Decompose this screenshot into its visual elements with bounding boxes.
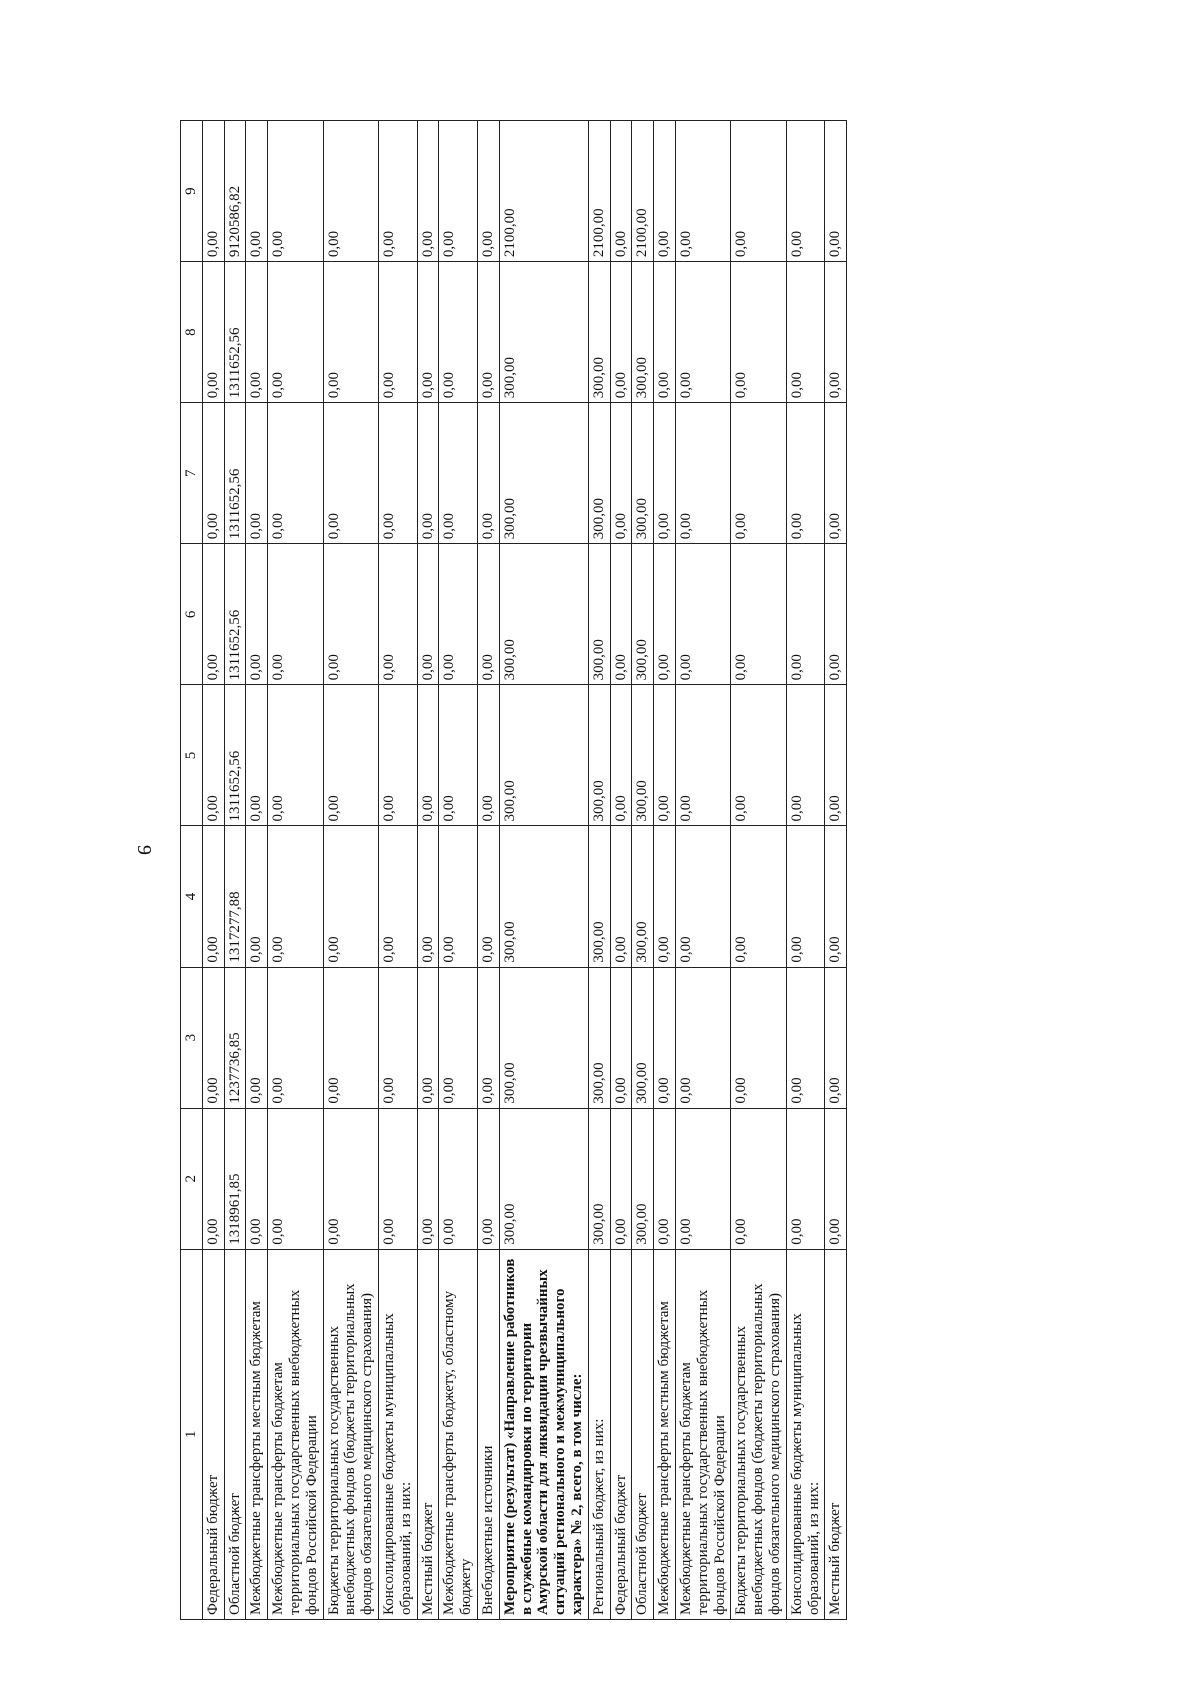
- row-label: Региональный бюджет, из них:: [588, 1249, 610, 1619]
- table-row: [224, 121, 246, 1620]
- value-cell: 0,00: [731, 121, 786, 262]
- value-cell: 0,00: [477, 1108, 499, 1249]
- value-cell: 0,00: [268, 544, 323, 685]
- value-cell: 1311652,56: [224, 262, 246, 403]
- value-cell: 300,00: [588, 685, 610, 826]
- column-header: 4: [181, 826, 203, 967]
- value-cell: 0,00: [202, 262, 224, 403]
- column-header: 5: [181, 685, 203, 826]
- value-cell: 0,00: [417, 403, 439, 544]
- value-cell: 300,00: [632, 685, 654, 826]
- budget-table: [180, 120, 847, 1620]
- value-cell: 0,00: [323, 826, 378, 967]
- table-row: [202, 121, 224, 1620]
- value-cell: 0,00: [731, 262, 786, 403]
- column-header: 6: [181, 544, 203, 685]
- row-label: Консолидированные бюджеты муниципальных образований, из них:: [786, 1249, 825, 1619]
- value-cell: 0,00: [202, 403, 224, 544]
- value-cell: 300,00: [632, 403, 654, 544]
- value-cell: 1311652,56: [224, 403, 246, 544]
- value-cell: 0,00: [439, 685, 478, 826]
- value-cell: 2100,00: [632, 121, 654, 262]
- value-cell: 0,00: [378, 121, 417, 262]
- value-cell: 0,00: [202, 544, 224, 685]
- value-cell: 0,00: [786, 685, 825, 826]
- value-cell: 0,00: [610, 1108, 632, 1249]
- row-label: Межбюджетные трансферты бюджетам территориальных государственных внебюджетных фондов Российской Федерации: [268, 1249, 323, 1619]
- row-label: Бюджеты территориальных государственных внебюджетных фондов (бюджеты территориальных фондов обязательного медицинского страхования): [731, 1249, 786, 1619]
- value-cell: 0,00: [268, 1108, 323, 1249]
- row-label: Межбюджетные трансферты бюджетам территориальных государственных внебюджетных фондов Российской Федерации: [675, 1249, 730, 1619]
- value-cell: 0,00: [731, 967, 786, 1108]
- value-cell: 0,00: [378, 403, 417, 544]
- value-cell: 0,00: [477, 121, 499, 262]
- value-cell: 0,00: [246, 403, 268, 544]
- value-cell: 1318961,85: [224, 1108, 246, 1249]
- value-cell: 0,00: [731, 1108, 786, 1249]
- value-cell: 0,00: [825, 685, 847, 826]
- table-row: [477, 121, 499, 1620]
- value-cell: 1237736,85: [224, 967, 246, 1108]
- value-cell: 300,00: [499, 403, 588, 544]
- value-cell: 0,00: [825, 121, 847, 262]
- value-cell: 0,00: [268, 826, 323, 967]
- value-cell: 0,00: [268, 403, 323, 544]
- value-cell: 0,00: [654, 1108, 676, 1249]
- value-cell: 0,00: [378, 544, 417, 685]
- value-cell: 0,00: [477, 403, 499, 544]
- value-cell: 0,00: [378, 685, 417, 826]
- value-cell: 2100,00: [499, 121, 588, 262]
- value-cell: 0,00: [610, 121, 632, 262]
- value-cell: 0,00: [610, 544, 632, 685]
- value-cell: 0,00: [610, 967, 632, 1108]
- value-cell: 0,00: [378, 1108, 417, 1249]
- value-cell: 300,00: [499, 826, 588, 967]
- value-cell: 0,00: [378, 826, 417, 967]
- value-cell: 0,00: [675, 967, 730, 1108]
- value-cell: 300,00: [588, 403, 610, 544]
- row-label: Мероприятие (результат) «Направление работников в служебные командировки по территории Амурской области для ликвидации чрезвычайных ситуаций регионального и межмуниципального характера» № 2, всего, в том числе:: [499, 1249, 588, 1619]
- table-row: [268, 121, 323, 1620]
- table-header-row: [181, 121, 203, 1620]
- value-cell: 0,00: [378, 262, 417, 403]
- value-cell: 0,00: [786, 544, 825, 685]
- value-cell: 300,00: [588, 544, 610, 685]
- value-cell: 0,00: [268, 121, 323, 262]
- value-cell: 1311652,56: [224, 685, 246, 826]
- value-cell: 0,00: [268, 967, 323, 1108]
- value-cell: 0,00: [439, 544, 478, 685]
- value-cell: 0,00: [439, 1108, 478, 1249]
- value-cell: 0,00: [477, 544, 499, 685]
- value-cell: 0,00: [246, 544, 268, 685]
- value-cell: 0,00: [825, 1108, 847, 1249]
- page-number: 9: [133, 845, 155, 855]
- value-cell: 300,00: [588, 1108, 610, 1249]
- table-row: [654, 121, 676, 1620]
- value-cell: 9120586,82: [224, 121, 246, 262]
- value-cell: 0,00: [731, 826, 786, 967]
- value-cell: 0,00: [417, 1108, 439, 1249]
- column-header: 2: [181, 1108, 203, 1249]
- value-cell: 0,00: [610, 826, 632, 967]
- value-cell: 0,00: [246, 262, 268, 403]
- column-header: 9: [181, 121, 203, 262]
- value-cell: 0,00: [202, 685, 224, 826]
- value-cell: 0,00: [439, 826, 478, 967]
- value-cell: 0,00: [654, 967, 676, 1108]
- value-cell: 0,00: [417, 262, 439, 403]
- table-row: [323, 121, 378, 1620]
- value-cell: 0,00: [323, 967, 378, 1108]
- value-cell: 0,00: [477, 262, 499, 403]
- value-cell: 0,00: [786, 967, 825, 1108]
- row-label: Межбюджетные трансферты бюджету, областному бюджету: [439, 1249, 478, 1619]
- column-header: 8: [181, 262, 203, 403]
- value-cell: 0,00: [417, 121, 439, 262]
- value-cell: 0,00: [417, 967, 439, 1108]
- value-cell: 0,00: [825, 967, 847, 1108]
- value-cell: 300,00: [499, 967, 588, 1108]
- value-cell: 0,00: [477, 826, 499, 967]
- row-label: Местный бюджет: [417, 1249, 439, 1619]
- table-row: [731, 121, 786, 1620]
- value-cell: 0,00: [825, 826, 847, 967]
- value-cell: 0,00: [825, 262, 847, 403]
- value-cell: 0,00: [786, 826, 825, 967]
- value-cell: 0,00: [323, 262, 378, 403]
- value-cell: 0,00: [654, 826, 676, 967]
- row-label: Внебюджетные источники: [477, 1249, 499, 1619]
- table-row: [632, 121, 654, 1620]
- value-cell: 300,00: [588, 262, 610, 403]
- value-cell: 0,00: [439, 967, 478, 1108]
- value-cell: 0,00: [323, 403, 378, 544]
- value-cell: 0,00: [417, 826, 439, 967]
- value-cell: 0,00: [610, 262, 632, 403]
- value-cell: 300,00: [632, 1108, 654, 1249]
- table-row: [246, 121, 268, 1620]
- value-cell: 0,00: [439, 262, 478, 403]
- row-label: Областной бюджет: [224, 1249, 246, 1619]
- row-label: Межбюджетные трансферты местным бюджетам: [654, 1249, 676, 1619]
- value-cell: 0,00: [654, 544, 676, 685]
- table-row: [499, 121, 588, 1620]
- table-row: [588, 121, 610, 1620]
- value-cell: 0,00: [675, 262, 730, 403]
- value-cell: 0,00: [786, 121, 825, 262]
- value-cell: 0,00: [675, 544, 730, 685]
- value-cell: 300,00: [499, 1108, 588, 1249]
- value-cell: 0,00: [323, 1108, 378, 1249]
- value-cell: 1317277,88: [224, 826, 246, 967]
- row-label: Федеральный бюджет: [202, 1249, 224, 1619]
- value-cell: 0,00: [417, 544, 439, 685]
- value-cell: 300,00: [632, 967, 654, 1108]
- value-cell: 300,00: [632, 544, 654, 685]
- row-label: Консолидированные бюджеты муниципальных образований, из них:: [378, 1249, 417, 1619]
- value-cell: 0,00: [378, 967, 417, 1108]
- value-cell: 0,00: [675, 1108, 730, 1249]
- row-label: Федеральный бюджет: [610, 1249, 632, 1619]
- value-cell: 0,00: [439, 121, 478, 262]
- value-cell: 300,00: [632, 262, 654, 403]
- table-row: [675, 121, 730, 1620]
- value-cell: 0,00: [439, 403, 478, 544]
- value-cell: 0,00: [731, 403, 786, 544]
- value-cell: 0,00: [675, 826, 730, 967]
- value-cell: 0,00: [786, 1108, 825, 1249]
- column-header: 3: [181, 967, 203, 1108]
- value-cell: 300,00: [588, 967, 610, 1108]
- value-cell: 0,00: [654, 262, 676, 403]
- value-cell: 0,00: [417, 685, 439, 826]
- value-cell: 0,00: [202, 121, 224, 262]
- table-row: [786, 121, 825, 1620]
- value-cell: 0,00: [675, 403, 730, 544]
- value-cell: 0,00: [675, 121, 730, 262]
- table-row: [417, 121, 439, 1620]
- budget-table-container: [180, 120, 1040, 1620]
- table-body: [202, 121, 846, 1620]
- value-cell: 300,00: [499, 685, 588, 826]
- value-cell: 0,00: [477, 967, 499, 1108]
- value-cell: 0,00: [246, 121, 268, 262]
- value-cell: 2100,00: [588, 121, 610, 262]
- column-header: 7: [181, 403, 203, 544]
- value-cell: 300,00: [632, 826, 654, 967]
- table-row: [610, 121, 632, 1620]
- table-row: [825, 121, 847, 1620]
- table-row: [378, 121, 417, 1620]
- value-cell: 0,00: [675, 685, 730, 826]
- value-cell: 0,00: [202, 826, 224, 967]
- value-cell: 0,00: [246, 967, 268, 1108]
- row-label: Бюджеты территориальных государственных внебюджетных фондов (бюджеты территориальных фондов обязательного медицинского страхования): [323, 1249, 378, 1619]
- value-cell: 0,00: [654, 121, 676, 262]
- value-cell: 0,00: [323, 685, 378, 826]
- value-cell: 300,00: [499, 262, 588, 403]
- value-cell: 1311652,56: [224, 544, 246, 685]
- value-cell: 0,00: [268, 685, 323, 826]
- value-cell: 0,00: [323, 121, 378, 262]
- value-cell: 0,00: [786, 403, 825, 544]
- value-cell: 0,00: [731, 685, 786, 826]
- value-cell: 0,00: [610, 685, 632, 826]
- value-cell: 0,00: [825, 544, 847, 685]
- value-cell: 0,00: [246, 826, 268, 967]
- value-cell: 0,00: [825, 403, 847, 544]
- row-label: Межбюджетные трансферты местным бюджетам: [246, 1249, 268, 1619]
- row-label: Областной бюджет: [632, 1249, 654, 1619]
- value-cell: 0,00: [246, 685, 268, 826]
- row-label: Местный бюджет: [825, 1249, 847, 1619]
- value-cell: 0,00: [246, 1108, 268, 1249]
- table-row: [439, 121, 478, 1620]
- column-header: 1: [181, 1249, 203, 1619]
- value-cell: 0,00: [202, 967, 224, 1108]
- value-cell: 300,00: [499, 544, 588, 685]
- value-cell: 0,00: [610, 403, 632, 544]
- value-cell: 0,00: [477, 685, 499, 826]
- value-cell: 0,00: [323, 544, 378, 685]
- value-cell: 0,00: [786, 262, 825, 403]
- value-cell: 0,00: [202, 1108, 224, 1249]
- value-cell: 0,00: [654, 685, 676, 826]
- value-cell: 300,00: [588, 826, 610, 967]
- value-cell: 0,00: [654, 403, 676, 544]
- value-cell: 0,00: [731, 544, 786, 685]
- value-cell: 0,00: [268, 262, 323, 403]
